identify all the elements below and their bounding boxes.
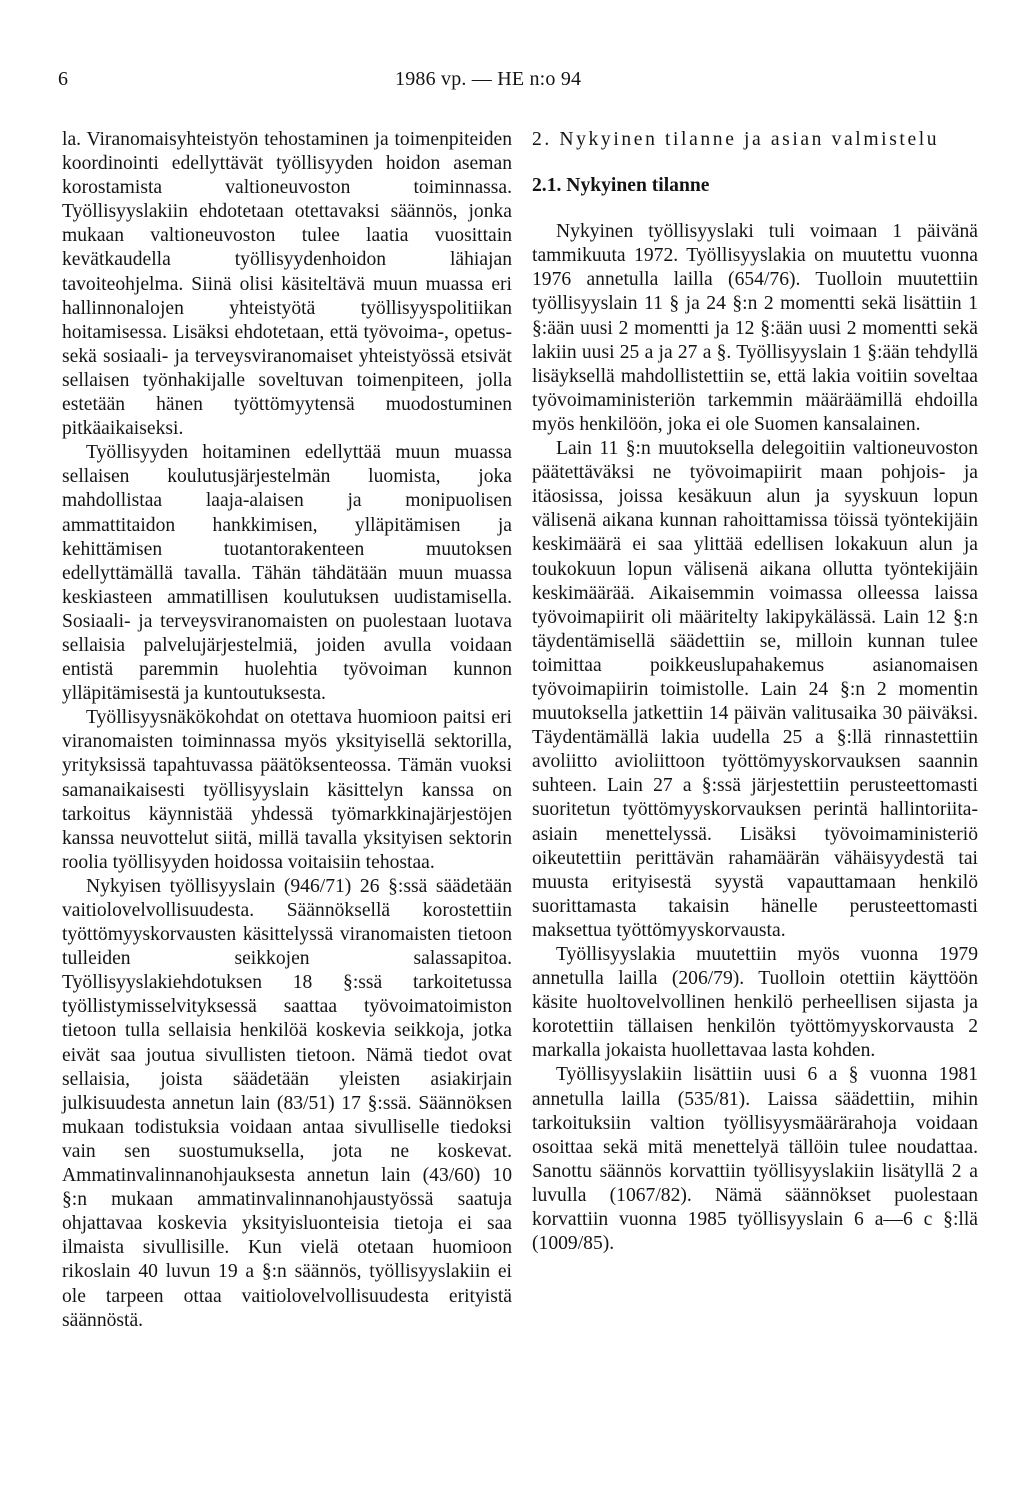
paragraph: Lain 11 §:n muutoksella delegoitiin valtioneuvoston päätettäväksi ne työvoimapiirit maan pohjois- ja itäosissa, joissa kesäkuun alun ja syyskuun lopun välisenä aikana kunnan rahoittamissa töissä työntekijäin keskimäärä ei saa ylittää edellisen lokakuun alun ja toukokuun lopun välisenä aikana ollutta työntekijäin keskimäärää. Aikaisemmin voimassa olleessa laissa työvoimapiirit oli määritelty lakipykälässä. Lain 12 §:n täydentämisellä säädettiin se, milloin kunnan tulee toimittaa poikkeuslupahakemus asianomaisen työvoimapiirin toimistolle. Lain 24 §:n 2 momentin muutoksella jatkettiin 14 päivän valitusaika 30 päiväksi. Täydentämällä lakia uudella 25 a §:llä rinnastettiin avoliitto avioliittoon työttömyyskorvauksen saannin suhteen. Lain 27 a §:ssä järjestettiin perusteettomasti suoritetun työttömyyskorvauksen perintä hallintoriita-asiain menettelyssä. Lisäksi työvoimaministeriö oikeutettiin perittävän rahamäärän vähäisyydestä tai muusta erityisestä syystä vapauttamaan henkilö suorittamasta takaisin hänelle perusteettomasti maksettua työttömyyskorvausta.	[532, 438, 978, 941]
left-column	[62, 128, 512, 1333]
section-heading: 2. Nykyinen tilanne ja asian valmistelu	[532, 129, 940, 150]
running-title: 1986 vp. — HE n:o 94	[395, 68, 582, 90]
paragraph: Työllisyysnäkökohdat on otettava huomioon paitsi eri viranomaisten toiminnassa myös yksityisellä sektorilla, yrityksissä tapahtuvassa päätöksenteossa. Tämän vuoksi samanaikaisesti työllisyyslain käsittelyn kanssa on tarkoitus käynnistää yhdessä työmarkkinajärjestöjen kanssa neuvottelut siitä, millä tavalla yksityisen sektorin roolia työllisyyden hoidossa voitaisiin tehostaa.	[62, 707, 512, 873]
subsection-heading: 2.1. Nykyinen tilanne	[532, 175, 710, 197]
page-header	[58, 68, 958, 98]
right-column	[532, 128, 978, 1256]
paragraph: Nykyisen työllisyyslain (946/71) 26 §:ssä säädetään vaitiolovelvollisuudesta. Säännöksellä korostettiin työttömyyskorvausten käsittelyssä viranomaisten tietoon tulleiden seikkojen salassapitoa. Työllisyyslakiehdotuksen 18 §:ssä tarkoitetussa työllistymisselvityksessä saattaa työvoimatoimiston tietoon tulla sellaisia henkilöä koskevia seikkoja, jotka eivät saa joutua sivullisten tietoon. Nämä tiedot ovat sellaisia, joista säädetään yleisten asiakirjain julkisuudesta annetun lain (83/51) 17 §:ssä. Säännöksen mukaan todistuksia voidaan antaa sivulliselle tiedoksi vain sen suostumuksella, jota ne koskevat. Ammatinvalinnanohjauksesta annetun lain (43/60) 10 §:n mukaan ammatinvalinnanohjaustyössä saatuja ohjattavaa koskevia yksityisluonteisia tietoja ei saa ilmaista sivullisille. Kun vielä otetaan huomioon rikoslain 40 luvun 19 a §:n säännös, työllisyyslakiin ei ole tarpeen ottaa vaitiolovelvollisuudesta erityistä säännöstä.	[62, 875, 512, 1331]
paragraph: Työllisyyslakiin lisättiin uusi 6 a § vuonna 1981 annetulla lailla (535/81). Laissa säädettiin, mihin tarkoituksiin valtion työllisyysmäärärahoja voidaan osoittaa sekä mitä menettelyä tällöin tulee noudattaa. Sanottu säännös korvattiin työllisyyslakiin lisätyllä 2 a luvulla (1067/82). Nämä säännökset puolestaan korvattiin vuonna 1985 työllisyyslain 6 a—6 c §:llä (1009/85).	[532, 1064, 978, 1255]
page-number: 6	[58, 68, 68, 90]
paragraph: la. Viranomaisyhteistyön tehostaminen ja toimenpiteiden koordinointi edellyttävät työllisyyden hoidon aseman korostamista valtioneuvoston toiminnassa. Työllisyyslakiin ehdotetaan otettavaksi säännös, jonka mukaan valtioneuvoston tulee laatia vuosittain kevätkaudella työllisyydenhoidon lähiajan tavoiteohjelma. Siinä olisi käsiteltävä muun muassa eri hallinnonalojen yhteistyötä työllisyyspolitiikan hoitamisessa. Lisäksi ehdotetaan, että työvoima-, opetus- sekä sosiaali- ja terveysviranomaiset yhteistyössä etsivät sellaisen työnhakijalle soveltuvan toimenpiteen, jolla estetään hänen työttömyytensä muodostuminen pitkäaikaiseksi.	[62, 129, 512, 440]
paragraph: Nykyinen työllisyyslaki tuli voimaan 1 päivänä tammikuuta 1972. Työllisyyslakia on muutettu vuonna 1976 annetulla lailla (654/76). Tuolloin muutettiin työllisyyslain 11 § ja 24 §:n 2 momentti sekä lisättiin 1 §:ään uusi 2 momentti ja 12 §:ään uusi 2 momentti sekä lakiin uusi 25 a ja 27 a §. Työllisyyslain 1 §:ään tehdyllä lisäyksellä mahdollistettiin se, että lakia voitiin soveltaa työvoimaministeriön tarkemmin määräämillä ehdoilla myös henkilöön, joka ei ole Suomen kansalainen.	[532, 221, 978, 435]
paragraph: Työllisyyslakia muutettiin myös vuonna 1979 annetulla lailla (206/79). Tuolloin otettiin käyttöön käsite huoltovelvollinen henkilö perheellisen sijasta ja korotettiin tällaisen henkilön työttömyyskorvausta 2 markalla jokaista huollettavaa lasta kohden.	[532, 944, 978, 1062]
paragraph: Työllisyyden hoitaminen edellyttää muun muassa sellaisen koulutusjärjestelmän luomista, joka mahdollistaa laaja-alaisen ja monipuolisen ammattitaidon hankkimisen, ylläpitämisen ja kehittämisen tuotantorakenteen muutoksen edellyttämällä tavalla. Tähän tähdätään muun muassa keskiasteen ammatillisen koulutuksen uudistamisella. Sosiaali- ja terveysviranomaisten on puolestaan luotava sellaisia palvelujärjestelmiä, joiden avulla voidaan entistä paremmin huolehtia työvoiman kunnon ylläpitämisestä ja kuntoutuksesta.	[62, 442, 512, 705]
